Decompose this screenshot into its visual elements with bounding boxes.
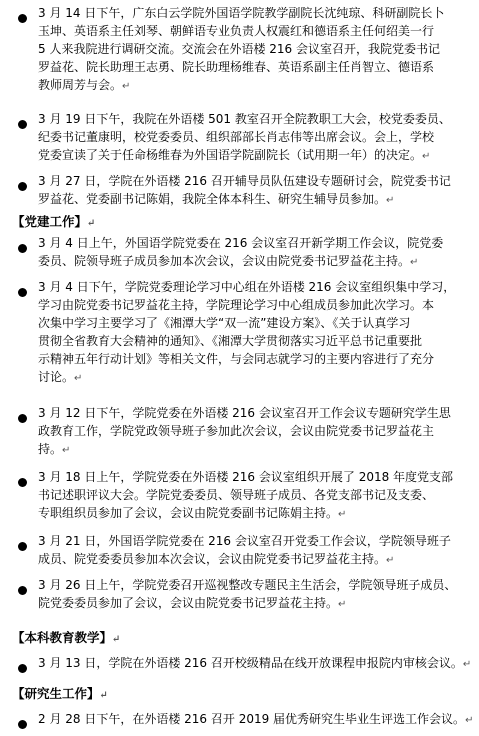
paragraph-mark-icon: ↵	[386, 195, 395, 206]
paragraph-mark-icon: ↵	[386, 555, 395, 566]
text-line: 3 月 14 日下午，广东白云学院外国语学院教学副院长沈纯琼、科研副院长卜	[38, 6, 445, 20]
text-line: 罗益花、院长助理王志勇、院长助理杨维春、英语系副主任肖智立、德语系	[38, 60, 435, 74]
text-line: 示精神五年行动计划》等相关文件，与会同志就学习的主要内容进行了充分	[38, 352, 435, 366]
text-line: 3 月 4 日下午，学院党委理论学习中心组在外语楼 216 会议室组织集中学习，	[38, 280, 456, 294]
text-line: 3 月 12 日下午，学院党委在外语楼 216 会议室召开工作会议专题研究学生思	[38, 406, 451, 420]
paragraph-mark-icon: ↵	[462, 659, 472, 670]
text-line: 讨论。↵	[38, 370, 83, 384]
bullet-icon	[18, 14, 27, 23]
bullet-icon	[18, 182, 27, 191]
bullet-icon	[18, 414, 27, 423]
bullet-icon	[18, 542, 27, 551]
text-line: 3 月 19 日下午，我院在外语楼 501 教室召开全院教职工大会，校党委委员、	[38, 112, 451, 126]
text-line: 5 人来我院进行调研交流。交流会在外语楼 216 会议室召开，我院党委书记	[38, 42, 440, 56]
text-line: 成员、院党委委员参加本次会议，会议由院党委书记罗益花主持。↵	[38, 552, 395, 566]
text-line: 纪委书记董康明，校党委委员、组织部部长肖志伟等出席会议。会上，学校	[38, 130, 435, 144]
text-line: 委员、院领导班子成员参加本次会议，会议由院党委书记罗益花主持。↵	[38, 254, 419, 268]
paragraph-mark-icon: ↵	[422, 151, 431, 162]
text-line: 次集中学习主要学习了《湘潭大学“双一流”建设方案》、《关于认真学习	[38, 316, 411, 330]
bullet-icon	[18, 288, 27, 297]
text-line: 玉坤、英语系主任刘琴、朝鲜语专业负责人权震红和德语系主任何绍美一行	[38, 24, 435, 38]
text-line: 教师周芳与会。↵	[38, 78, 131, 92]
text-line: 3 月 21 日，外国语学院党委在 216 会议室召开党委工作会议，学院领导班子	[38, 534, 451, 548]
paragraph-mark-icon: ↵	[338, 509, 347, 520]
text-line: 专职组织员参加了会议，会议由院党委副书记陈娟主持。↵	[38, 506, 347, 520]
paragraph-mark-icon: ↵	[62, 445, 71, 456]
text-line: 3 月 26 日上午，学院党委召开巡视整改专题民主生活会，学院领导班子成员、	[38, 578, 457, 592]
text-line: 3 月 27 日，学院在外语楼 216 召开辅导员队伍建设专题研讨会，院党委书记	[38, 174, 451, 188]
paragraph-mark-icon: ↵	[112, 634, 121, 645]
text-line: 罗益花、党委副书记陈娟，我院全体本科生、研究生辅导员参加。↵	[38, 192, 395, 206]
paragraph-mark-icon: ↵	[122, 81, 131, 92]
section-heading: 【研究生工作】↵	[12, 686, 108, 701]
text-line: 党委宣读了关于任命杨维春为外国语学院副院长（试用期一年）的决定。↵	[38, 148, 431, 162]
text-line: 书记述职评议大会。学院党委委员、领导班子成员、各党支部书记及支委、	[38, 488, 435, 502]
text-line: 院党委委员参加了会议，会议由院党委书记罗益花主持。↵	[38, 596, 347, 610]
bullet-icon	[18, 120, 27, 129]
text-line: 3 月 4 日上午，外国语学院党委在 216 会议室召开新学期工作会议，院党委	[38, 236, 444, 250]
paragraph-mark-icon: ↵	[74, 373, 83, 384]
paragraph-mark-icon: ↵	[87, 218, 96, 229]
section-heading: 【本科教育教学】↵	[12, 630, 121, 645]
text-line: 3 月 13 日，学院在外语楼 216 召开校级精品在线开放课程申报院内审核会议。↵	[38, 656, 472, 670]
bullet-icon	[18, 720, 27, 729]
paragraph-mark-icon: ↵	[99, 690, 108, 701]
text-line: 持。↵	[38, 442, 71, 456]
text-line: 学习由院党委书记罗益花主持，学院理论学习中心组成员参加此次学习。本	[38, 298, 435, 312]
paragraph-mark-icon: ↵	[338, 599, 347, 610]
text-line: 2 月 28 日下午，在外语楼 216 召开 2019 届优秀研究生毕业生评选工作会议。↵	[38, 712, 474, 726]
section-heading: 【党建工作】↵	[12, 214, 96, 229]
bullet-icon	[18, 478, 27, 487]
text-line: 政教育工作，学院党政领导班子参加此次会议，会议由院党委书记罗益花主	[38, 424, 435, 438]
text-line: 贯彻全省教育大会精神的通知》、《湘潭大学贯彻落实习近平总书记重要批	[38, 334, 423, 348]
bullet-icon	[18, 244, 27, 253]
paragraph-mark-icon: ↵	[465, 715, 474, 726]
text-line: 3 月 18 日上午，学院党委在外语楼 216 会议室组织开展了 2018 年度党支部	[38, 470, 454, 484]
bullet-icon	[18, 586, 27, 595]
bullet-icon	[18, 664, 27, 673]
paragraph-mark-icon: ↵	[410, 257, 419, 268]
